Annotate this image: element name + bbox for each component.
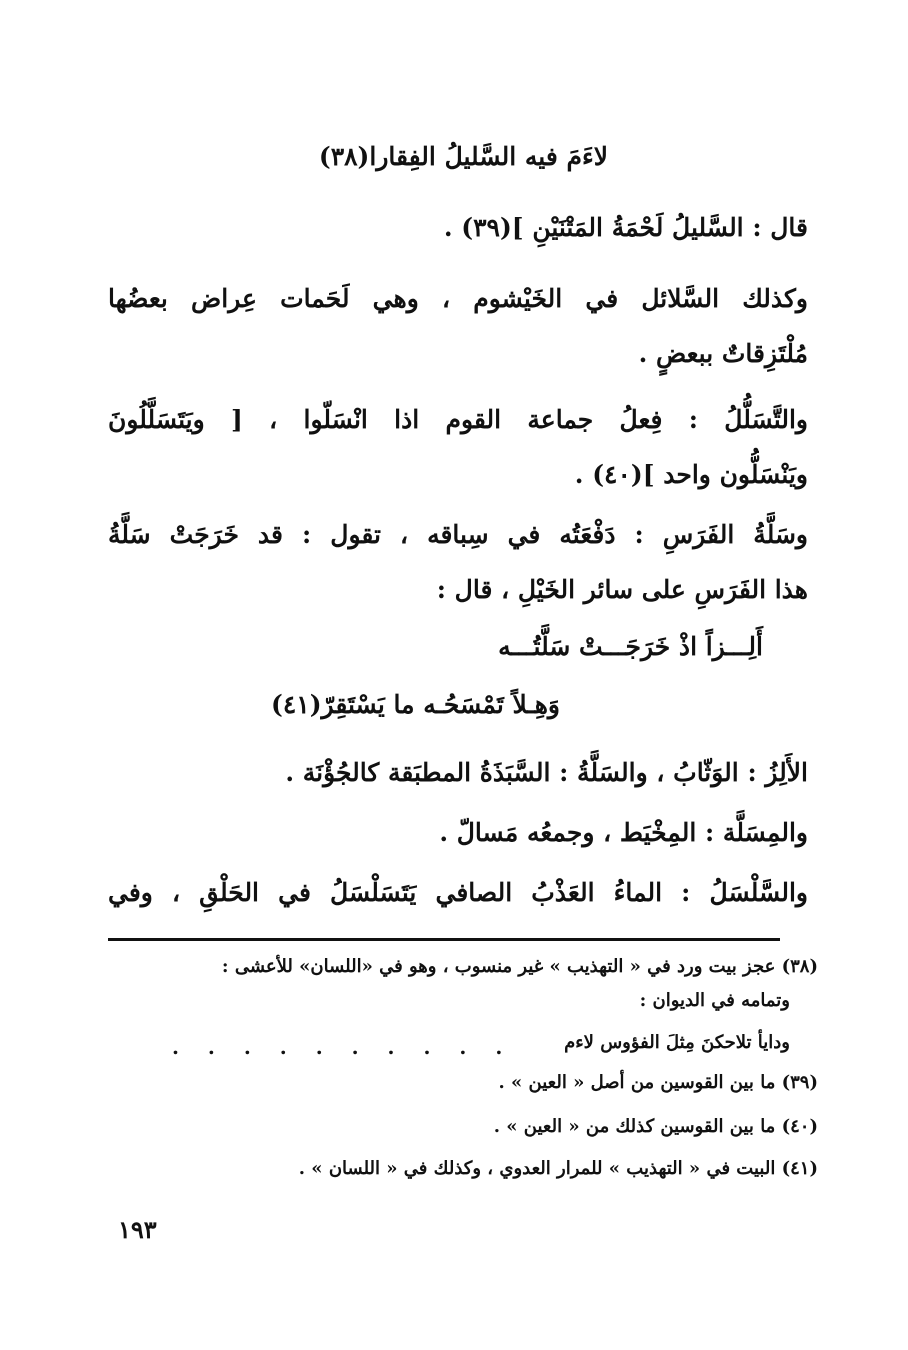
body-line-8: هذا الفَرَسِ على سائر الخَيْلِ ، قال : <box>436 575 808 604</box>
body-line-4: مُلْتَزِقاتٌ ببعضٍ . <box>638 339 808 368</box>
footnote-39: (٣٩) ما بين القوسين من أصل « العين » . <box>498 1072 818 1093</box>
verse-line-2: وَهِـلاً تَمْسَحُـه ما يَسْتَقِرّ(٤١) <box>271 690 560 719</box>
footnote-38-cont: وتمامه في الديوان : <box>639 990 790 1011</box>
body-line-9: الأَلِزُ : الوَثّابُ ، والسَلَّةُ : السَّبَذَةُ المطبَقة كالجُؤْنَة . <box>285 758 808 787</box>
body-line-2: قال : السَّليلُ لَحْمَةُ المَتْنَيْنِ ](٣٩) . <box>443 213 808 242</box>
footnote-40: (٤٠) ما بين القوسين كذلك من « العين » . <box>493 1116 818 1137</box>
verse-line-1: أَلِـــزاً اذْ خَرَجَـــتْ سَلَّتُـــه <box>498 632 763 661</box>
footnote-41: (٤١) البيت في « التهذيب » للمرار العدوي ، وكذلك في « اللسان » . <box>298 1158 818 1179</box>
body-line-3: وكذلك السَّلائل في الخَيْشوم ، وهي لَحَمات عِراض بعضُها <box>108 284 808 313</box>
body-line-7: وسَلَّةُ الفَرَسِ : دَفْعَتُه في سِباقه ، تقول : قد خَرَجَتْ سَلَّةُ <box>108 520 808 549</box>
body-line-11: والسَّلْسَلُ : الماءُ العَذْبُ الصافي يَتَسَلْسَلُ في الحَلْقِ ، وفي <box>108 878 808 907</box>
body-line-10: والمِسَلَّة : المِخْيَط ، وجمعُه مَسالّ . <box>439 818 808 847</box>
body-line-5: والتَّسَلُّلُ : فِعلُ جماعة القوم اذا انْسَلّوا ، [ ويَتَسَلَّلُونَ <box>108 405 808 434</box>
footnote-ellipsis: . . . . . . . . . . <box>172 1035 514 1059</box>
footnote-38: (٣٨) عجز بيت ورد في « التهذيب » غير منسوب ، وهو في «اللسان» للأعشى : <box>221 956 818 977</box>
footnote-38-verse: ودايأ تلاحكنَ مِثلَ الفؤوس لاءم <box>564 1032 790 1053</box>
footnote-separator <box>108 938 780 941</box>
page-number: ١٩٣ <box>118 1215 157 1244</box>
body-line-1: لاءَمَ فيه السَّليلُ الفِقارا(٣٨) <box>318 142 608 171</box>
body-line-6: ويَنْسَلُّون واحد ](٤٠) . <box>574 460 808 489</box>
